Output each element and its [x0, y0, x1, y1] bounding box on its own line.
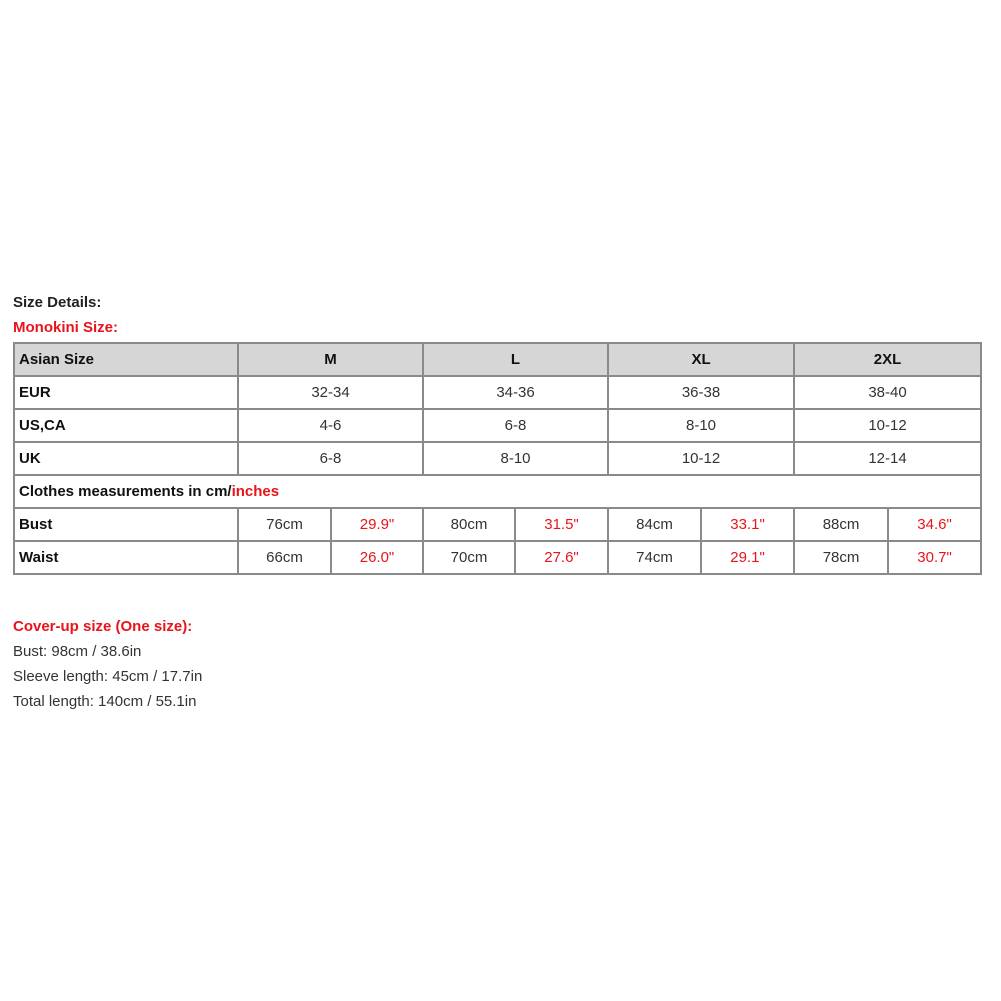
- coverup-total-length-text: Total length: 140cm / 55.1in: [13, 693, 197, 710]
- inch-cell: 29.1": [701, 541, 794, 574]
- cm-cell: 80cm: [423, 508, 515, 541]
- monokini-size-heading: Monokini Size:: [13, 319, 118, 336]
- table-row: [14, 508, 981, 541]
- size-header-m: M: [238, 343, 423, 376]
- inch-cell: 33.1": [701, 508, 794, 541]
- cm-cell: 84cm: [608, 508, 701, 541]
- cm-cell: 88cm: [794, 508, 888, 541]
- table-cell: 8-10: [423, 442, 608, 475]
- size-header-l: L: [423, 343, 608, 376]
- table-cell: 32-34: [238, 376, 423, 409]
- cm-cell: 78cm: [794, 541, 888, 574]
- inch-cell: 30.7": [888, 541, 981, 574]
- measurements-title: [14, 475, 981, 508]
- row-label: US,CA: [14, 409, 238, 442]
- coverup-bust-text: Bust: 98cm / 38.6in: [13, 643, 142, 660]
- coverup-sleeve-text: Sleeve length: 45cm / 17.7in: [13, 668, 203, 685]
- header-label: Asian Size: [14, 343, 238, 376]
- measurements-title-text: Clothes measurements in cm/: [19, 483, 232, 500]
- table-cell: 10-12: [608, 442, 794, 475]
- table-cell: 10-12: [794, 409, 981, 442]
- row-label: EUR: [14, 376, 238, 409]
- measurements-title-inches: inches: [231, 483, 280, 500]
- inch-cell: 29.9": [331, 508, 423, 541]
- table-row: [14, 376, 981, 409]
- table-cell: 12-14: [794, 442, 981, 475]
- table-cell: 6-8: [423, 409, 608, 442]
- cm-cell: 70cm: [423, 541, 515, 574]
- table-header-row: [14, 343, 981, 376]
- size-chart-table: [13, 342, 982, 575]
- coverup-size-heading: Cover-up size (One size):: [13, 618, 193, 635]
- size-header-xl: XL: [608, 343, 794, 376]
- table-cell: 6-8: [238, 442, 423, 475]
- row-label: UK: [14, 442, 238, 475]
- size-header-2xl: 2XL: [794, 343, 981, 376]
- table-row: [14, 541, 981, 574]
- table-cell: 8-10: [608, 409, 794, 442]
- table-cell: 34-36: [423, 376, 608, 409]
- inch-cell: 31.5": [515, 508, 608, 541]
- size-details-heading: Size Details:: [13, 294, 102, 311]
- table-row: [14, 442, 981, 475]
- table-cell: 36-38: [608, 376, 794, 409]
- inch-cell: 26.0": [331, 541, 423, 574]
- cm-cell: 66cm: [238, 541, 331, 574]
- cm-cell: 74cm: [608, 541, 701, 574]
- table-cell: 38-40: [794, 376, 981, 409]
- table-row: [14, 409, 981, 442]
- inch-cell: 34.6": [888, 508, 981, 541]
- cm-cell: 76cm: [238, 508, 331, 541]
- row-label: Waist: [14, 541, 238, 574]
- inch-cell: 27.6": [515, 541, 608, 574]
- measurements-title-row: [14, 475, 981, 508]
- row-label: Bust: [14, 508, 238, 541]
- table-cell: 4-6: [238, 409, 423, 442]
